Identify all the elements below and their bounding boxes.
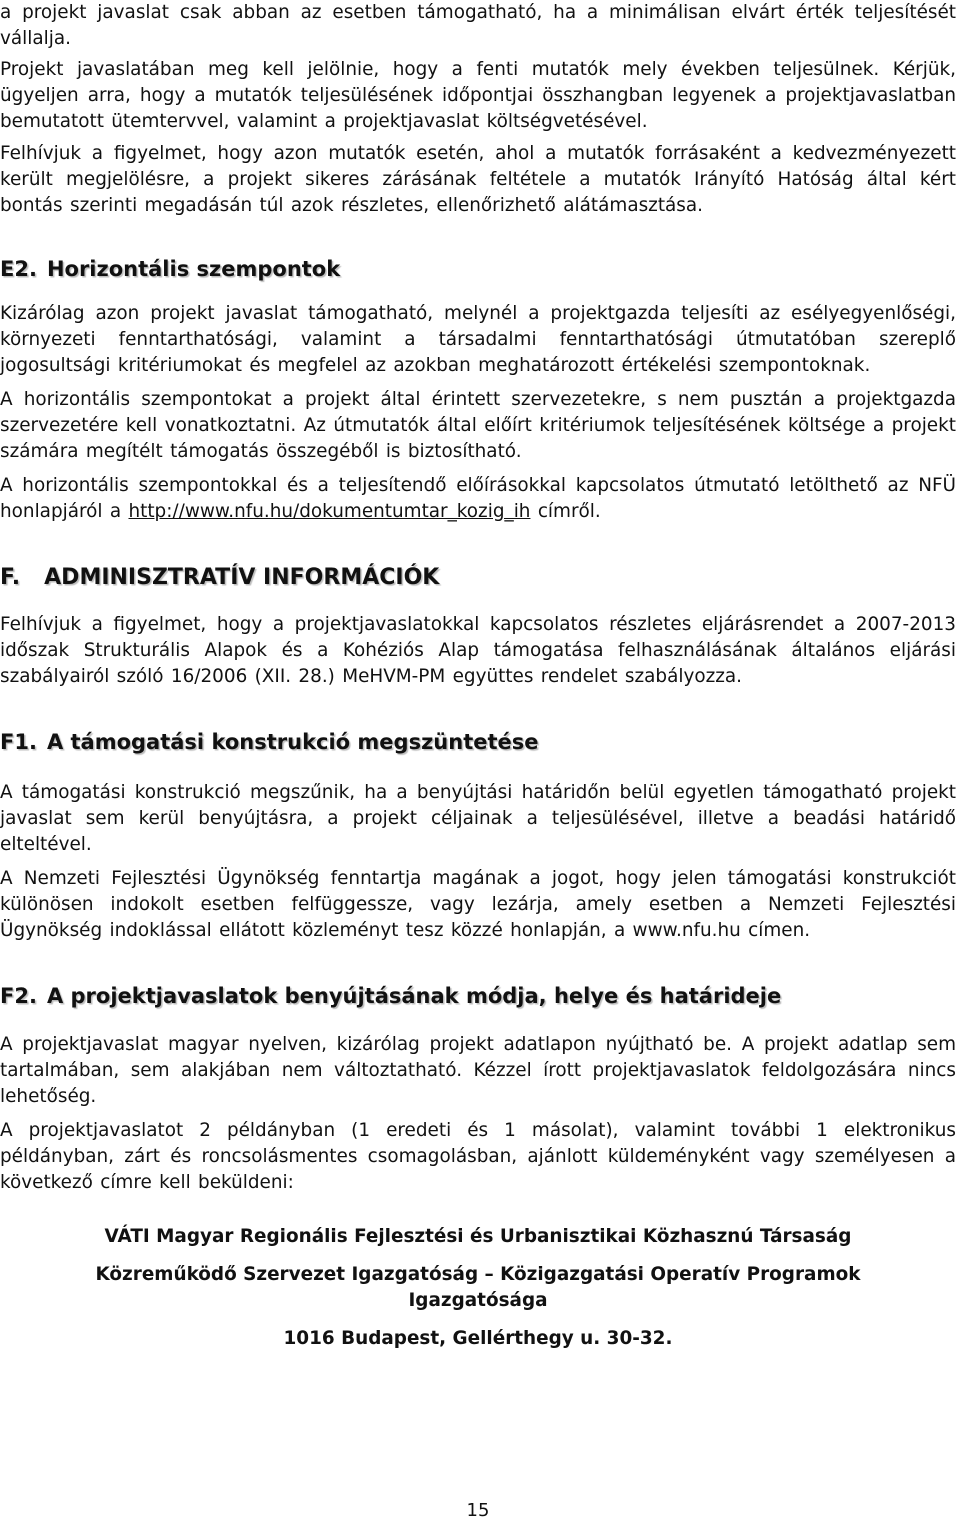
section-f-heading bbox=[0, 563, 956, 593]
e2-paragraph-2: A horizontális szempontokat a projekt által érintett szervezetekre, s nem pusztán a projektgazda szervezetére kell vonatkoztatni. Az útmutatók által előírt kritériumok teljesítésének költsége a projekt számára megítélt támogatás összegéből is biztosítható. bbox=[0, 389, 956, 462]
address-line-street: 1016 Budapest, Gellérthegy u. 30-32. bbox=[283, 1328, 673, 1349]
e2-paragraph-3 bbox=[0, 473, 956, 525]
address-line-directorate: Közreműködő Szervezet Igazgatóság – Közigazgatási Operatív Programok Igazgatósága bbox=[95, 1264, 861, 1311]
f1-paragraph-1: A támogatási konstrukció megszűnik, ha a benyújtási határidőn belül egyetlen támogatható projekt javaslat sem kerül benyújtásra, a projekt céljainak a teljesülésével, illetve a beadási határidő elteltével. bbox=[0, 782, 956, 855]
intro-paragraph-2: Projekt javaslatában meg kell jelölnie, hogy a fenti mutatók mely években teljesülnek. Kérjük, ügyeljen arra, hogy a mutatók teljesülésének időpontjai összhangban legyenek a projektjavaslatban bemutatott ütemtervvel, valamint a projektjavaslat költségvetésével. bbox=[0, 59, 956, 132]
section-f-title: ADMINISZTRATÍV INFORMÁCIÓK bbox=[44, 565, 440, 590]
section-f1-number: F1. bbox=[0, 730, 37, 754]
section-e2-title: Horizontális szempontok bbox=[46, 257, 341, 281]
page-number: 15 bbox=[466, 1500, 490, 1521]
section-f-number: F. bbox=[0, 565, 21, 590]
f1-paragraph-2: A Nemzeti Fejlesztési Ügynökség fenntartja magának a jogot, hogy jelen támogatási konstrukciót különösen indokolt esetben felfüggessze, vagy lezárja, amely esetben a Nemzeti Fejlesztési Ügynökség indoklással ellátott közleményt tesz közzé honlapján, a www.nfu.hu címen. bbox=[0, 868, 956, 941]
section-f2-title: A projektjavaslatok benyújtásának módja, helye és határideje bbox=[46, 984, 782, 1008]
section-e2-number: E2. bbox=[0, 257, 37, 281]
address-line-organization: VÁTI Magyar Regionális Fejlesztési és Urbanisztikai Közhasznú Társaság bbox=[104, 1226, 852, 1247]
e2-paragraph-3-text: A horizontális szempontokkal és a teljesítendő előírásokkal kapcsolatos útmutató letölthető az NFÜ honlapjáról a bbox=[0, 475, 956, 522]
section-e2-heading bbox=[0, 255, 956, 283]
section-f1-heading bbox=[0, 728, 956, 756]
section-f1-title: A támogatási konstrukció megszüntetése bbox=[46, 730, 539, 754]
f2-paragraph-2: A projektjavaslatot 2 példányban (1 eredeti és 1 másolat), valamint további 1 elektronikus példányban, zárt és roncsolásmentes csomagolásban, ajánlott küldeményként vagy személyesen a következő címre kell beküldeni: bbox=[0, 1120, 956, 1193]
f2-paragraph-1: A projektjavaslat magyar nyelven, kizárólag projekt adatlapon nyújtható be. A projekt adatlap sem tartalmában, sem alakjában nem változtatható. Kézzel írott projektjavaslatok feldolgozására nincs lehetőség. bbox=[0, 1034, 956, 1107]
e2-paragraph-3-suffix: címről. bbox=[530, 501, 601, 522]
section-f2-heading bbox=[0, 982, 956, 1010]
section-f2-number: F2. bbox=[0, 984, 37, 1008]
f-paragraph-1: Felhívjuk a figyelmet, hogy a projektjavaslatokkal kapcsolatos részletes eljárásrendet a 2007-2013 időszak Strukturális Alapok és a Kohéziós Alap támogatása felhasználásának általános eljárási szabályairól szóló 16/2006 (XII. 28.) MeHVM-PM együttes rendelet szabályozza. bbox=[0, 614, 956, 687]
intro-paragraph-1: a projekt javaslat csak abban az esetben támogatható, ha a minimálisan elvárt érték teljesítését vállalja. bbox=[0, 2, 956, 49]
nfu-download-link[interactable]: http://www.nfu.hu/dokumentumtar_kozig_ih bbox=[128, 501, 531, 522]
intro-paragraph-3: Felhívjuk a figyelmet, hogy azon mutatók esetén, ahol a mutatók forrásaként a kedvezményezett került megjelölésre, a projekt sikeres zárásának feltétele a mutatók Irányító Hatóság által kért bontás szerinti megadásán túl azok részletes, ellenőrizhető alátámasztása. bbox=[0, 143, 956, 216]
e2-paragraph-1: Kizárólag azon projekt javaslat támogatható, melynél a projektgazda teljesíti az esélyegyenlőségi, környezeti fenntarthatósági, valamint a társadalmi fenntarthatósági útmutatóban szereplő jogosultsági kritériumokat és megfelel az azokban meghatározott értékelési szempontoknak. bbox=[0, 303, 956, 376]
delivery-address bbox=[0, 1224, 956, 1352]
